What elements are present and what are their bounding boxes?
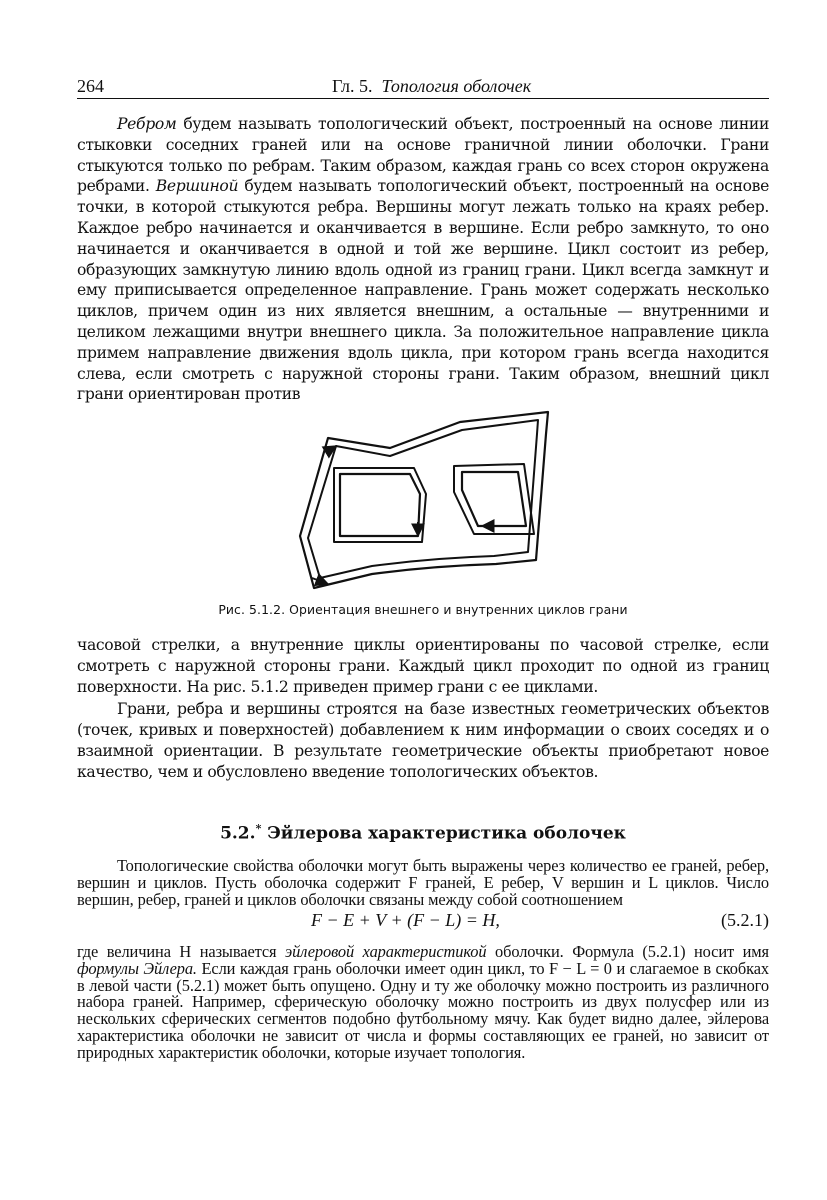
- term-vertex: Вершиной: [155, 177, 239, 196]
- section-mark: *: [255, 822, 262, 835]
- outer-cycle: [308, 420, 538, 578]
- text-span: Если каждая грань оболочки имеет один цикл, то F − L = 0 и слагаемое в скобках в левой части (5.2.1) может быть опущено. Одну и ту же оболочку можно построить из различного набора граней. Например, сферическую оболочку можно построить из двух полусфер или из нескольких сферических сегментов подобно футбольному мячу. Как будет видно далее, эйлерова характеристика оболочки не зависит от числа и формы составляющих ее граней, но зависит от природных характеристик оболочки, которые изучает топология.: [77, 958, 769, 1062]
- paragraph-cycle-orientation: часовой стрелки, а внутренние циклы ориентированы по часовой стрелке, если смотреть с наружной стороны грани. Каждый цикл проходит по одной из границ поверхности. На рис. 5.1.2 приведен пример грани с ее циклами.: [77, 636, 769, 696]
- page-number: 264: [77, 76, 104, 96]
- body-text-section: [77, 836, 769, 908]
- term-edge: Ребром: [117, 115, 177, 133]
- running-title: [332, 76, 531, 97]
- section-number: 5.2.: [220, 823, 256, 844]
- running-header: [77, 74, 769, 99]
- euler-formula: [77, 910, 769, 932]
- term-euler-formula: формулы Эйлера.: [77, 958, 197, 978]
- formula-expression: F − E + V + (F − L) = H,: [311, 910, 500, 930]
- inner-hole-left: [340, 474, 420, 536]
- formula-number: (5.2.1): [721, 910, 769, 930]
- body-text-middle: [77, 635, 769, 783]
- body-text-bottom: [77, 944, 769, 1062]
- text-span: оболочки. Формула (5.2.1) носит имя: [486, 942, 769, 961]
- inner-hole-right: [462, 472, 526, 526]
- figure-caption: Рис. 5.1.2. Ориентация внешнего и внутренних циклов грани: [218, 602, 628, 617]
- section-title: Эйлерова характеристика оболочек: [267, 823, 626, 844]
- term-euler-characteristic: эйлеровой характеристикой: [285, 942, 487, 961]
- text-span: будем называть топологический объект, построенный на основе линии стыковки соседних граней или на основе граничной линии оболочки. Грани стыкуются только по ребрам. Таким образом, каждая грань со всех сторон окружена ребрами.: [77, 115, 769, 196]
- text-span: где величина H называется: [77, 942, 286, 961]
- paragraph-euler-characteristic: [77, 944, 769, 1062]
- chapter-label: Гл. 5.: [332, 76, 373, 96]
- paragraph-edges-vertices: [77, 114, 769, 405]
- body-text-top: [77, 114, 769, 405]
- paragraph-topological-objects: Грани, ребра и вершины строятся на базе известных геометрических объектов (точек, кривых и поверхностей) добавлением к ним информации о своих соседях и о взаимной ориентации. В результате геометрические объекты приобретают новое качество, чем и обусловлено введение топологических объектов.: [77, 700, 769, 781]
- text-span: будем называть топологический объект, построенный на основе точки, в которой стыкуются ребра. Вершины могут лежать только на краях ребер. Каждое ребро начинается и оканчивается в вершине. Если ребро замкнуто, то оно начинается и оканчивается в одной и той же вершине. Цикл состоит из ребер, образующих замкнутую линию вдоль одной из границ грани. Цикл всегда замкнут и ему приписывается определенное направление. Грань может содержать несколько циклов, причем один из них является внешним, а остальные — внутренними и целиком лежащими внутри внешнего цикла. За положительное направление цикла примем направление движения вдоль цикла, при котором грань всегда находится слева, если смотреть с наружной стороны грани. Таким образом, внешний цикл грани ориентирован против: [77, 177, 769, 404]
- outer-boundary: [300, 412, 548, 588]
- paragraph-euler-intro: Топологические свойства оболочки могут быть выражены через количество ее граней, ребер, вершин и циклов. Пусть оболочка содержит F граней, E ребер, V вершин и L циклов. Число вершин, ребер, граней и циклов оболочки связаны между собой соотношением: [77, 856, 769, 909]
- chapter-title: Топология оболочек: [381, 76, 532, 96]
- face-cycles-figure: [282, 406, 562, 594]
